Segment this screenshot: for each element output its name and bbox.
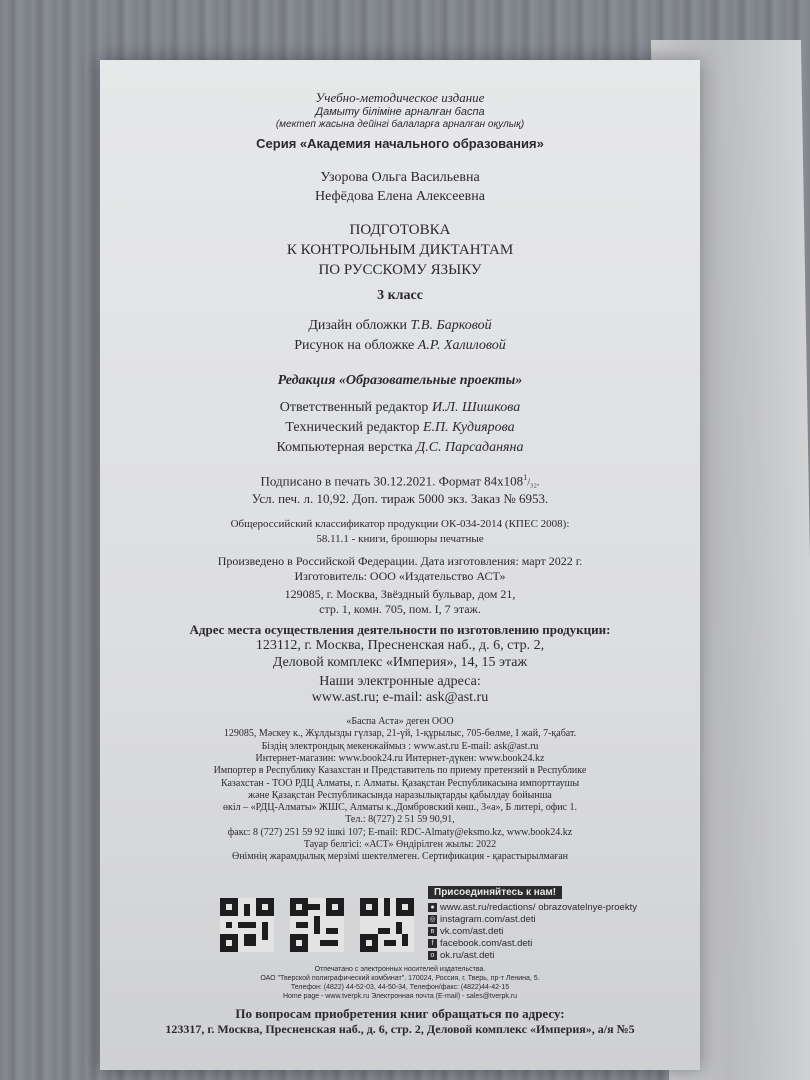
printer-line-4: Home page - www.tverpk.ru Электронная почта (E-mail) - sales@tverpk.ru	[282, 993, 518, 1000]
print-signed-date: Подписано в печать 30.12.2021. Формат 84x108	[260, 473, 524, 489]
kz-legal-line: 129085, Мәскеу к., Жұлдызды гүлзар, 21-үй, 1-құрылыс, 705-бөлме, I жай, 7-қабат.	[223, 728, 577, 740]
author-2: Нефёдова Елена Алексеевна	[315, 189, 485, 204]
vk-icon: в	[428, 927, 437, 936]
book-title-line-1: ПОДГОТОВКА	[349, 222, 451, 238]
social-link-text: facebook.com/ast.deti	[440, 938, 533, 949]
kz-legal-line: Өнімнің жарамдылық мерзімі шектелмеген. Сертификация - қарастырылмаған	[231, 851, 569, 863]
purchase-label: По вопросам приобретения книг обращаться по адресу:	[235, 1006, 565, 1021]
social-link-item	[428, 926, 503, 937]
printer-line-2: ОАО "Тверской полиграфический комбинат". 170024, Россия, г. Тверь, пр-т Ленина, 5.	[260, 975, 540, 982]
print-info-line-1	[100, 473, 700, 489]
author-1: Узорова Ольга Васильевна	[320, 170, 480, 185]
kz-edition-line-1: Дамыту білімінe арналған баспа	[315, 106, 485, 118]
tech-editor-credit	[100, 420, 700, 436]
activity-address-label: Адрес места осуществления деятельности по изготовлению продукции:	[189, 622, 611, 637]
editorial-office: Редакция «Образовательные проекты»	[277, 373, 523, 388]
cover-design-credit	[100, 318, 700, 334]
layout-name: Д.С. Парсаданяна	[416, 440, 524, 455]
social-link-text: vk.com/ast.deti	[440, 926, 504, 937]
kz-legal-line: Тел.: 8(727) 2 51 59 90,91,	[345, 814, 455, 826]
layout-label: Компьютерная верстка	[276, 440, 413, 455]
email-label: Наши электронные адреса:	[319, 674, 481, 689]
kz-legal-line: Интернет-магазин: www.book24.ru Интернет-дүкен: www.book24.kz	[255, 752, 545, 764]
join-us-label: Присоединяйтесь к нам!	[428, 886, 562, 899]
book-title-line-2: К КОНТРОЛЬНЫМ ДИКТАНТАМ	[286, 242, 514, 258]
tech-editor-name: Е.П. Кудиярова	[422, 420, 515, 435]
print-info-line-2: Усл. печ. л. 10,92. Доп. тираж 5000 экз. Заказ № 6953.	[251, 491, 549, 506]
kz-legal-line: «Баспа Аста» деген ООО	[346, 716, 454, 727]
ok-icon: о	[428, 951, 437, 960]
social-link-text: instagram.com/ast.deti	[440, 914, 536, 925]
layout-credit	[100, 440, 700, 456]
activity-address-2: Деловой комплекс «Империя», 14, 15 этаж	[272, 655, 528, 670]
email-value: www.ast.ru; e-mail: ask@ast.ru	[311, 690, 489, 705]
format-superscript: 1	[523, 473, 528, 482]
kz-legal-line: Тауар белгісі: «АСТ» Өндірілген жылы: 2022	[303, 839, 497, 850]
okp-line-2: 58.11.1 - книги, брошюры печатные	[316, 533, 484, 545]
social-link-text: ok.ru/ast.deti	[440, 950, 495, 961]
social-link-item	[428, 950, 494, 961]
editor-label: Ответственный редактор	[279, 400, 429, 415]
social-link-item	[428, 902, 637, 913]
kz-legal-line: және Қазақстан Республикасында наразылықтарды қабылдау бойынша	[248, 789, 552, 801]
facebook-icon: f	[428, 939, 437, 948]
cover-design-name: Т.В. Барковой	[410, 318, 492, 333]
book-title-line-3: ПО РУССКОМУ ЯЗЫКУ	[318, 262, 482, 278]
kz-legal-line: өкіл – «РДЦ-Алматы» ЖШС, Алматы к.,Домбровский көш., 3«а», Б литері, офис 1.	[222, 802, 577, 814]
cover-art-credit	[100, 338, 700, 354]
social-link-item	[428, 914, 536, 925]
printer-line-3: Телефон: (4822) 44-52-03, 44-50-34, Телефон/факс: (4822)44-42-15	[290, 984, 510, 991]
book-imprint-page	[100, 60, 700, 1070]
instagram-icon: ◎	[429, 915, 436, 923]
editor-credit	[100, 400, 700, 416]
manufacturer: Изготовитель: ООО «Издательство АСТ»	[294, 569, 506, 583]
kz-legal-line: Импортер в Республику Казахстан и Представитель по приему претензий в Республике	[213, 765, 587, 777]
purchase-address: 123317, г. Москва, Пресненская наб., д. 6, стр. 2, Деловой комплекс «Империя», а/я №5	[165, 1022, 635, 1036]
social-link-item	[428, 938, 532, 949]
kz-legal-line: Біздің электрондық мекенжаймыз : www.ast.ru E-mail: ask@ast.ru	[261, 740, 539, 752]
social-link-text: www.ast.ru/redactions/ obrazovatelnye-proekty	[440, 902, 637, 913]
made-in: Произведено в Российской Федерации. Дата изготовления: март 2022 г.	[217, 554, 583, 568]
kz-edition-line-2: (мектеп жасына дейінгі балаларға арналған оқулық)	[275, 119, 525, 130]
printer-line-1: Отпечатано с электронных носителей издательства.	[314, 966, 486, 973]
format-subscript: /₃₂.	[527, 477, 540, 489]
qr-code-1	[220, 898, 274, 952]
qr-code-2	[290, 898, 344, 952]
manufacturer-address-1: 129085, г. Москва, Звёздный бульвар, дом 21,	[284, 587, 516, 601]
link-icon: ●	[428, 903, 437, 912]
manufacturer-address-2: стр. 1, комн. 705, пом. I, 7 этаж.	[319, 602, 481, 616]
kz-legal-line: Казахстан - ТОО РДЦ Алматы, г. Алматы. Қазақстан Республикасына импорттаушы	[220, 777, 580, 789]
qr-code-3	[360, 898, 414, 952]
editor-name: И.Л. Шишкова	[431, 400, 521, 415]
kz-legal-line: факс: 8 (727) 251 59 92 ішкі 107; E-mail: RDC-Almaty@eksmo.kz, www.book24.kz	[227, 826, 573, 838]
cover-art-label: Рисунок на обложке	[294, 338, 415, 353]
okp-line-1: Общероссийский классификатор продукции ОК-034-2014 (КПЕС 2008):	[230, 518, 570, 530]
cover-art-name: А.Р. Халиловой	[417, 338, 506, 353]
series-title: Серия «Академия начального образования»	[256, 136, 544, 151]
grade-label: 3 класс	[377, 288, 423, 303]
cover-design-label: Дизайн обложки	[308, 318, 408, 333]
tech-editor-label: Технический редактор	[285, 420, 420, 435]
activity-address-1: 123112, г. Москва, Пресненская наб., д. 6, стр. 2,	[255, 638, 545, 653]
edition-type: Учебно-методическое издание	[315, 90, 485, 105]
